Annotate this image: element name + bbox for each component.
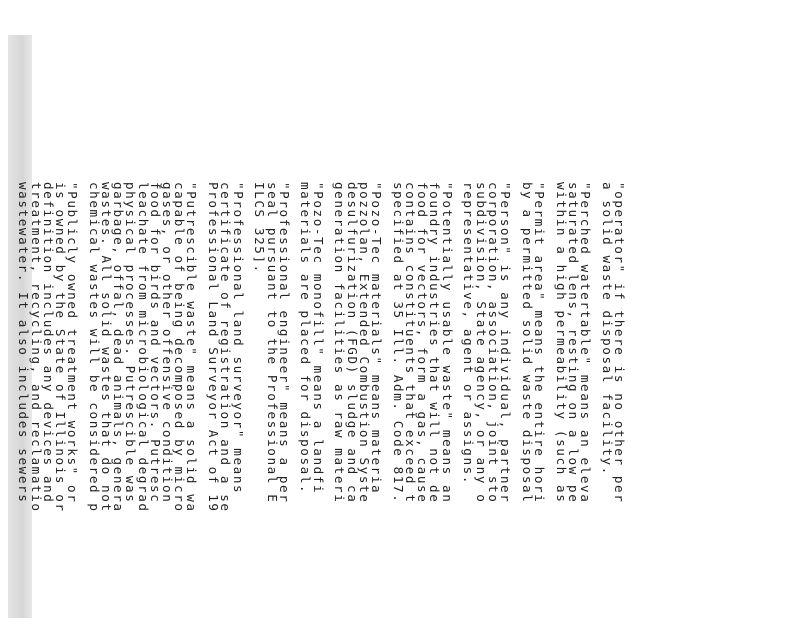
definition-paragraph: [88, 182, 198, 632]
text-line: "operator" if there is no other per: [612, 182, 627, 504]
definition-paragraph: [521, 182, 545, 632]
text-line: within a high permeability (such as: [553, 182, 569, 504]
text-line: pozzolan, Extended Combustion Syste: [356, 182, 372, 504]
text-line: physical processes. Putrescible was: [123, 182, 139, 504]
text-line: capable of being decomposed by micro: [172, 182, 188, 513]
definition-paragraph: [332, 182, 385, 632]
definition-paragraph: [462, 182, 511, 632]
text-line: wastewater. It also includes sewers: [16, 182, 32, 504]
text-line: wastes. All solid wastes that do not: [99, 182, 115, 513]
text-line: representative, agent or assigns.: [461, 182, 477, 486]
text-line: by a permitted solid waste disposal: [519, 182, 535, 504]
text-line: "Putrescible waste" means a solid wa: [184, 182, 200, 513]
text-line: "Professional land surveyor" means: [230, 182, 246, 495]
definition-paragraph: [553, 182, 594, 632]
text-line: contains constituents that exceed t: [403, 182, 418, 504]
text-line: food for birds and vectors. Putresc: [147, 182, 163, 504]
text-line: "Potentially usable waste" means an: [439, 182, 455, 504]
text-line: desulfurization (FGD) sludge and ca: [344, 182, 360, 504]
definition-paragraph: [16, 182, 81, 632]
text-line: specified at 35 Ill. Adm. Code 817.: [390, 182, 406, 504]
text-line: Professional Land Surveyor Act of 19: [206, 182, 222, 513]
definition-paragraph: [601, 182, 625, 632]
text-line: certificate of registration and a se: [218, 182, 234, 513]
text-line: food for vectors, form a gas, cause: [415, 182, 431, 504]
definition-paragraph: [392, 182, 453, 632]
text-line: gases, or other offensive condition: [160, 182, 176, 504]
text-line: subdivision, State agency, or any o: [473, 182, 489, 504]
text-line: "Person" is any individual, partner: [497, 182, 513, 504]
text-line: generation facilities as raw materi: [332, 182, 348, 504]
definition-paragraph: [298, 182, 326, 632]
text-line: "Pozo-Tec monofill" means a landfi: [310, 182, 326, 495]
text-line: saturated lens, resting on a low pe: [565, 182, 581, 504]
text-line: definition includes any devices and: [40, 182, 56, 504]
text-line: a solid waste disposal facility.: [599, 182, 615, 476]
text-line: "Permit area" means the entire hori: [531, 182, 547, 504]
text-line: leachate from microbiological degrad: [135, 182, 151, 513]
text-line: garbage, offal, dead animals, genera: [111, 182, 127, 513]
text-line: "Pozo-Tec materials" means materia: [369, 182, 385, 495]
text-line: treatment, recycling, and reclamatio: [28, 182, 44, 513]
text-line: corporation, association, joint sto: [485, 182, 501, 504]
definition-paragraph: [253, 182, 290, 632]
text-line: "Publicly owned treatment works" or: [65, 182, 81, 504]
text-line: "Professional engineer" means a per: [276, 182, 292, 504]
text-line: foundry industries that will not de: [427, 182, 443, 504]
rotated-page-text: [8, 182, 625, 632]
text-line: "Perched watertable" means an eleva: [578, 182, 594, 504]
definition-paragraph: [207, 182, 244, 632]
text-line: chemical wastes will be considered p: [86, 182, 102, 513]
text-line: is owned by the State of Illinois or: [52, 182, 68, 513]
text-line: ILCS 325].: [252, 182, 268, 274]
text-line: seal pursuant to the Professional E: [264, 182, 280, 504]
text-line: materials are placed for disposal.: [298, 182, 314, 495]
